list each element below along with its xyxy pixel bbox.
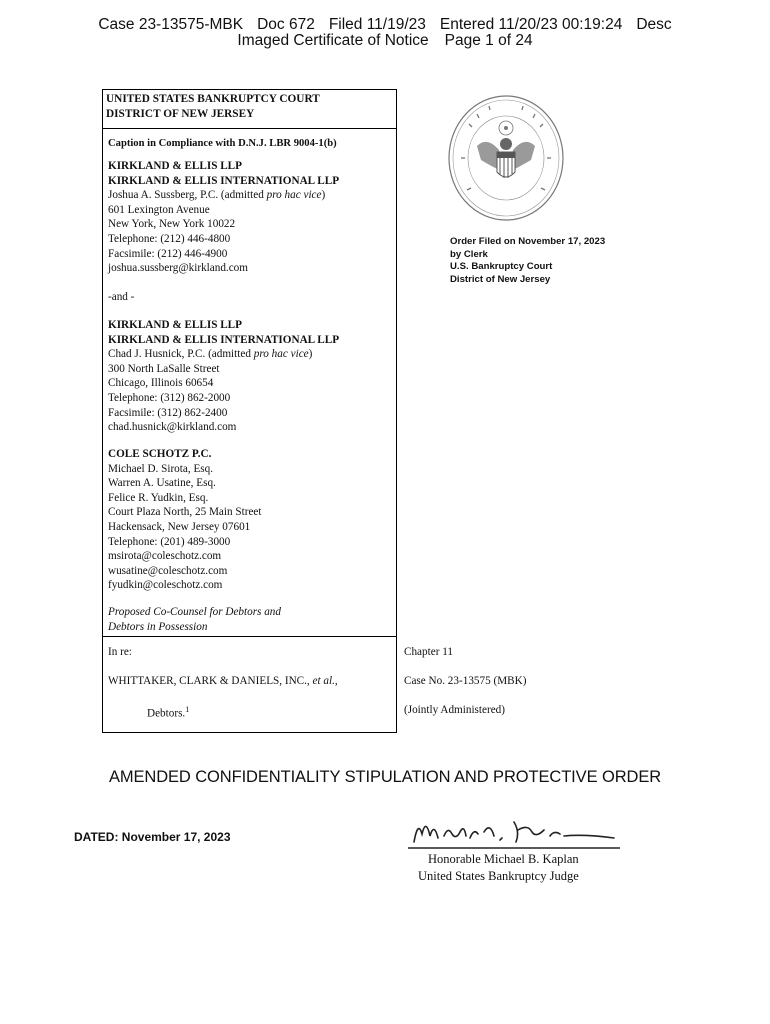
address-line: Chicago, Illinois 60654	[108, 377, 214, 390]
in-re-label: In re:	[108, 646, 132, 658]
filed-date: Filed 11/19/23	[328, 16, 426, 33]
counsel-block-kirkland-ny	[108, 159, 339, 276]
dated-line: DATED: November 17, 2023	[74, 830, 231, 844]
debtors-label: Debtors.$^1$	[147, 705, 190, 720]
page-indicator: Page 1 of 24	[444, 32, 533, 49]
address-line: 601 Lexington Avenue	[108, 203, 210, 216]
footnote-marker: 1	[185, 705, 190, 714]
counsel-block-kirkland-chicago	[108, 318, 339, 435]
attorney-line: Chad J. Husnick, P.C. (admitted pro hac vice)	[108, 348, 313, 361]
attorney-line: Michael D. Sirota, Esq.	[108, 462, 214, 475]
address-line: New York, New York 10022	[108, 218, 236, 231]
desc-label: Desc	[636, 16, 672, 33]
email: chad.husnick@kirkland.com	[108, 421, 237, 434]
facsimile: Facsimile: (212) 446-4900	[108, 247, 228, 260]
telephone: Telephone: (312) 862-2000	[108, 391, 231, 404]
attorney-line: Felice R. Yudkin, Esq.	[108, 491, 209, 504]
case-number-label: Case No. 23-13575 (MBK)	[404, 675, 527, 687]
firm-name: KIRKLAND & ELLIS LLP	[108, 160, 242, 172]
caption-divider	[102, 636, 397, 637]
chapter-label: Chapter 11	[404, 646, 453, 658]
caption-divider	[102, 128, 397, 129]
case-header-line-1	[0, 16, 770, 33]
caption-compliance: Caption in Compliance with D.N.J. LBR 9004-1(b)	[108, 138, 337, 149]
firm-name: KIRKLAND & ELLIS LLP	[108, 319, 242, 331]
court-name: UNITED STATES BANKRUPTCY COURT DISTRICT OF NEW JERSEY	[106, 93, 320, 120]
firm-name: KIRKLAND & ELLIS INTERNATIONAL LLP	[108, 333, 340, 346]
case-header-line-2	[0, 32, 770, 49]
proposed-co-counsel: Proposed Co-Counsel for Debtors and Debtors in Possession	[108, 606, 281, 633]
address-line: 300 North LaSalle Street	[108, 362, 220, 375]
email: fyudkin@coleschotz.com	[108, 579, 223, 592]
imaged-certificate: Imaged Certificate of Notice	[237, 32, 429, 49]
address-line: Court Plaza North, 25 Main Street	[108, 506, 262, 519]
and-separator: -and -	[108, 291, 135, 303]
telephone: Telephone: (212) 446-4800	[108, 232, 231, 245]
firm-name: KIRKLAND & ELLIS INTERNATIONAL LLP	[108, 174, 340, 187]
case-number: Case 23-13575-MBK	[98, 16, 244, 33]
debtor-name: WHITTAKER, CLARK & DANIELS, INC., et al.,	[108, 675, 338, 687]
judge-name: Honorable Michael B. Kaplan	[428, 852, 579, 866]
order-filed-stamp: Order Filed on November 17, 2023 by Clerk U.S. Bankruptcy Court District of New Jersey	[450, 236, 606, 285]
document-title: AMENDED CONFIDENTIALITY STIPULATION AND PROTECTIVE ORDER	[108, 768, 662, 786]
attorney-line: Joshua A. Sussberg, P.C. (admitted pro hac vice)	[108, 189, 326, 202]
email: joshua.sussberg@kirkland.com	[108, 262, 248, 275]
judge-signature	[404, 812, 624, 856]
court-seal-icon	[447, 94, 565, 222]
email: msirota@coleschotz.com	[108, 550, 222, 563]
jointly-administered: (Jointly Administered)	[404, 704, 505, 716]
facsimile: Facsimile: (312) 862-2400	[108, 406, 228, 419]
firm-name: COLE SCHOTZ P.C.	[108, 448, 212, 460]
email: wusatine@coleschotz.com	[108, 564, 228, 577]
telephone: Telephone: (201) 489-3000	[108, 535, 231, 548]
doc-number: Doc 672	[257, 16, 315, 33]
address-line: Hackensack, New Jersey 07601	[108, 520, 251, 533]
counsel-block-cole-schotz	[108, 447, 262, 593]
judge-block	[418, 851, 579, 884]
attorney-line: Warren A. Usatine, Esq.	[108, 477, 216, 490]
entered-date: Entered 11/20/23 00:19:24	[439, 16, 623, 33]
judge-title: United States Bankruptcy Judge	[418, 868, 579, 883]
